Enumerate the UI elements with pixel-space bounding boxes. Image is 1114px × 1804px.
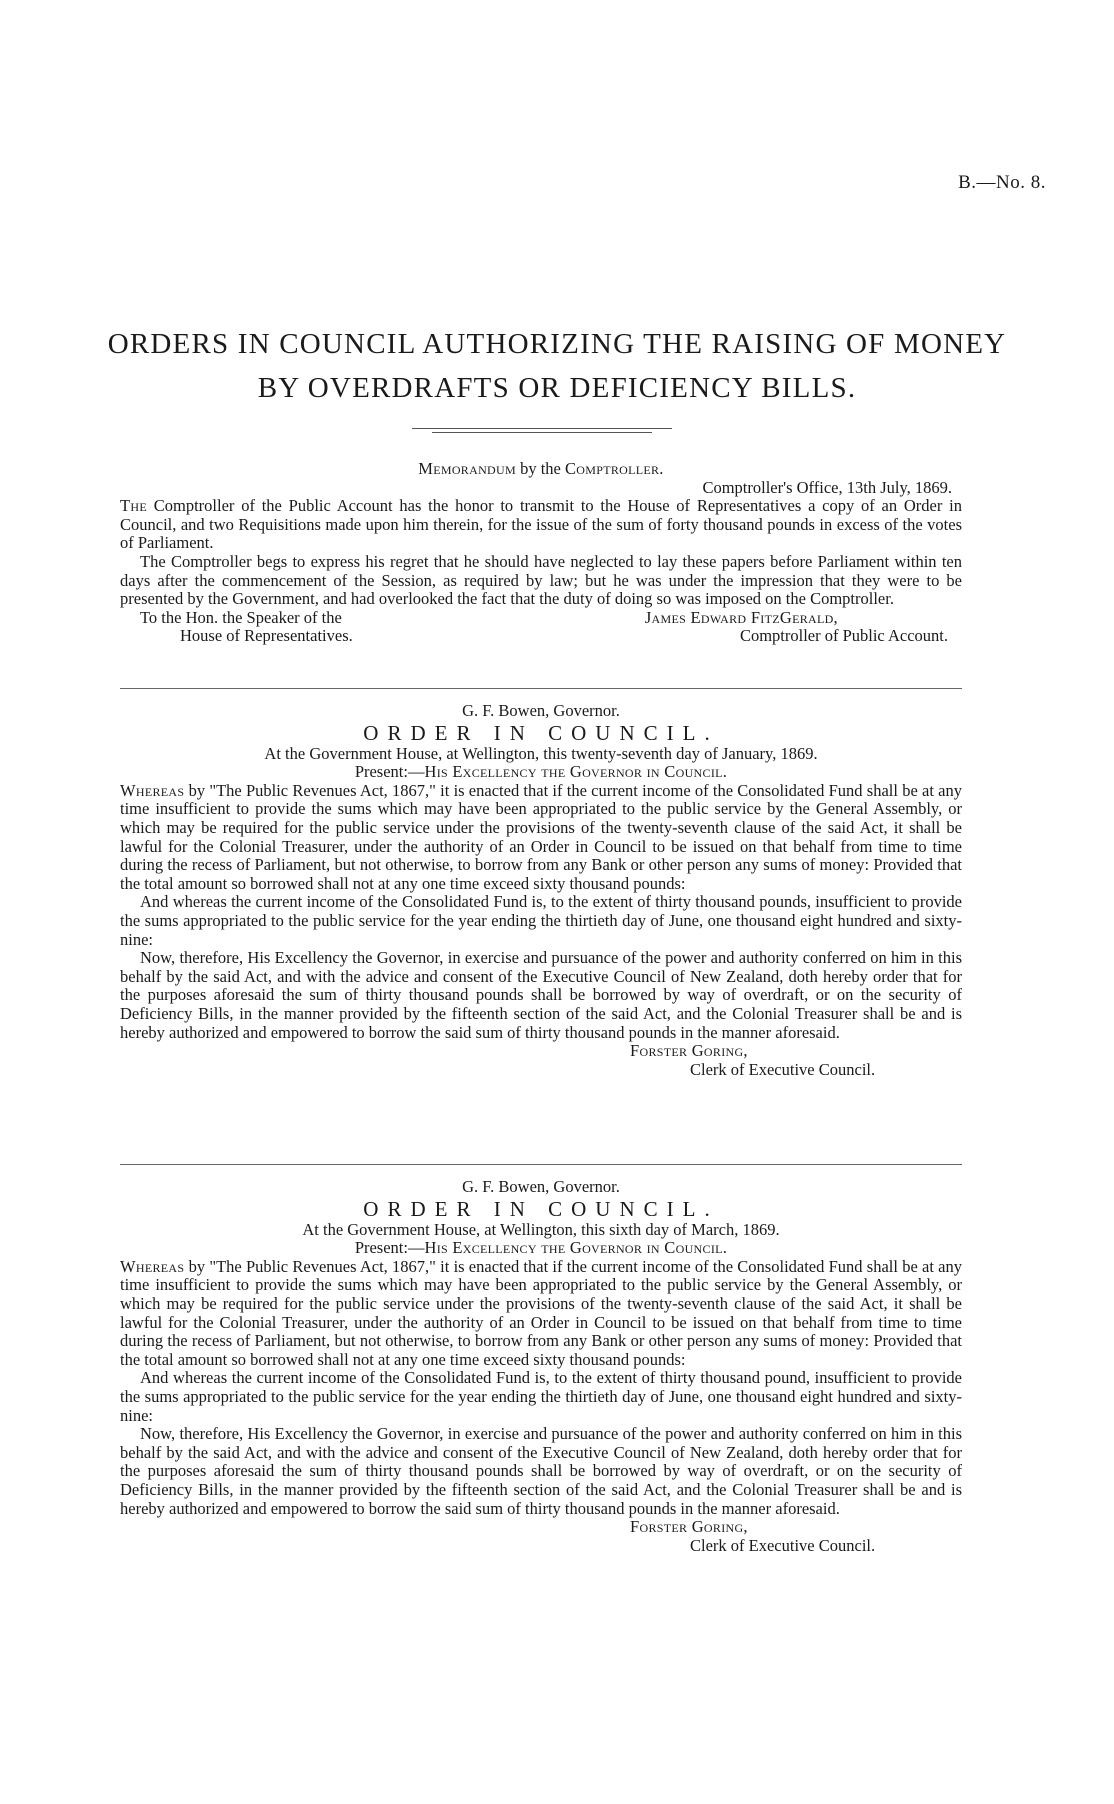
order-in-council-1 (120, 702, 962, 1079)
order2-signer-name: Forster Goring, (630, 1517, 748, 1537)
memorandum-signer-title: Comptroller of Public Account. (739, 626, 948, 646)
order1-heading: ORDER IN COUNCIL. (363, 720, 719, 745)
order2-paragraph-1: Whereas by "The Public Revenues Act, 1867," it is enacted that if the current income of the Consolidated Fund shall be at any time insufficient to provide the sums which may have been appropriated to the public service by the General Assembly, or which may be required for the public service under the provisions of the twenty-seventh clause of the said Act, it shall be lawful for the Colonial Treasurer, under the authority of an Order in Council to be issued on that behalf from time to time during the recess of Parliament, but not otherwise, to borrow from any Bank or other person any sums of money: Provided that the total amount so borrowed shall not at any one time exceed sixty thousand pounds: (120, 1256, 962, 1369)
memorandum-signer-name: James Edward FitzGerald, (644, 607, 838, 627)
order1-paragraph-1: Whereas by "The Public Revenues Act, 1867," it is enacted that if the current income of the Consolidated Fund shall be at any time insufficient to provide the sums which may have been appropriated to the public service by the General Assembly, or which may be required for the public service under the provisions of the twenty-seventh clause of the said Act, it shall be lawful for the Colonial Treasurer, under the authority of an Order in Council to be issued on that behalf from time to time during the recess of Parliament, but not otherwise, to borrow from any Bank or other person any sums of money: Provided that the total amount so borrowed shall not at any one time exceed sixty thousand pounds: (120, 780, 962, 893)
order2-heading: ORDER IN COUNCIL. (363, 1196, 719, 1221)
memorandum-office-date: Comptroller's Office, 13th July, 1869. (702, 477, 952, 497)
order2-signer-title: Clerk of Executive Council. (690, 1535, 876, 1555)
title-line-1: ORDERS IN COUNCIL AUTHORIZING THE RAISING OF MONEY (107, 328, 1007, 360)
order1-governor: G. F. Bowen, Governor. (462, 701, 620, 720)
section-separator-2 (120, 1164, 962, 1165)
memorandum-addressee-2: House of Representatives. (180, 626, 353, 646)
order-in-council-2 (120, 1178, 962, 1555)
order1-signer-name: Forster Goring, (630, 1041, 748, 1061)
order1-paragraph-2: And whereas the current income of the Consolidated Fund is, to the extent of thirty thousand pounds, insufficient to provide the sums appropriated to the public service for the year ending the thirtieth day of June, one thousand eight hundred and sixty-nine: (120, 892, 962, 949)
order2-governor: G. F. Bowen, Governor. (462, 1177, 620, 1196)
document-title (100, 322, 1014, 410)
memorandum-paragraph-1: The Comptroller of the Public Account has the honor to transmit to the House of Representatives a copy of an Order in Council, and two Requisitions made upon him therein, for the issue of the sum of forty thousand pounds in excess of the votes of Parliament. (120, 496, 962, 553)
title-rule (412, 428, 672, 429)
memorandum-address-row (120, 609, 962, 628)
memorandum-section (120, 460, 962, 646)
title-line-2: BY OVERDRAFTS OR DEFICIENCY BILLS. (257, 372, 857, 404)
order1-present: Present:—His Excellency the Governor in Council. (354, 762, 728, 782)
memorandum-addressee-1: To the Hon. the Speaker of the (140, 607, 342, 627)
order2-place-date: At the Government House, at Wellington, this sixth day of March, 1869. (302, 1219, 780, 1239)
order1-place-date: At the Government House, at Wellington, this twenty-seventh day of January, 1869. (264, 743, 818, 763)
order2-present: Present:—His Excellency the Governor in Council. (354, 1238, 728, 1258)
title-rule-inner (432, 432, 652, 433)
order2-paragraph-3: Now, therefore, His Excellency the Governor, in exercise and pursuance of the power and authority conferred on him in this behalf by the said Act, and with the advice and consent of the Executive Council of New Zealand, doth hereby order that for the purposes aforesaid the sum of thirty thousand pounds shall be borrowed by way of overdraft, or on the security of Deficiency Bills, in the manner provided by the fifteenth section of the said Act, and the Colonial Treasurer shall be and is hereby authorized and empowered to borrow the said sum of thirty thousand pounds in the manner aforesaid. (120, 1424, 962, 1518)
page-reference: B.—No. 8. (958, 172, 1046, 193)
order1-signer-title: Clerk of Executive Council. (690, 1059, 876, 1079)
memorandum-heading: Memorandum by the Comptroller. (418, 459, 664, 478)
memorandum-address-row-2 (120, 627, 962, 646)
memorandum-paragraph-2: The Comptroller begs to express his regret that he should have neglected to lay these papers before Parliament within ten days after the commencement of the Session, as required by law; but he was under the impression that they were to be presented by the Government, and had overlooked the fact that the duty of doing so was imposed on the Comptroller. (120, 551, 962, 609)
section-separator (120, 688, 962, 689)
order2-paragraph-2: And whereas the current income of the Consolidated Fund is, to the extent of thirty thousand pound, insufficient to provide the sums appropriated to the public service for the year ending the thirtieth day of June, one thousand eight hundred and sixty-nine: (120, 1368, 962, 1425)
order1-paragraph-3: Now, therefore, His Excellency the Governor, in exercise and pursuance of the power and authority conferred on him in this behalf by the said Act, and with the advice and consent of the Executive Council of New Zealand, doth hereby order that for the purposes aforesaid the sum of thirty thousand pounds shall be borrowed by way of overdraft, or on the security of Deficiency Bills, in the manner provided by the fifteenth section of the said Act, and the Colonial Treasurer shall be and is hereby authorized and empowered to borrow the said sum of thirty thousand pounds in the manner aforesaid. (120, 948, 962, 1042)
